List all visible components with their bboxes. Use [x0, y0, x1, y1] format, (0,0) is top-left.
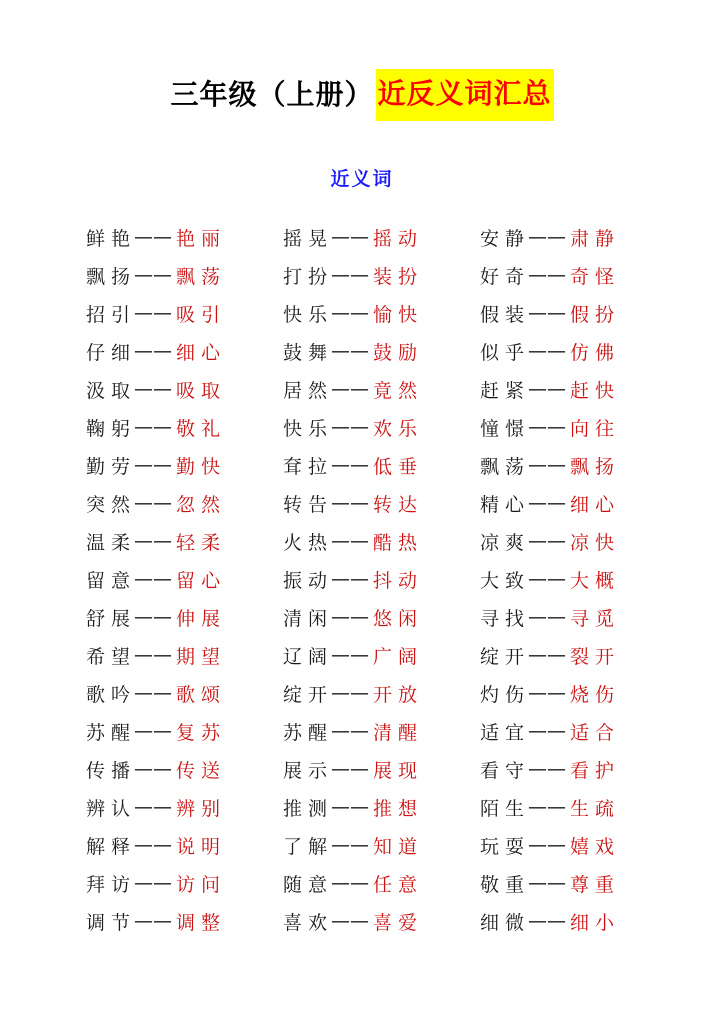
word: 传播 [86, 759, 137, 782]
separator-dash: —— [134, 226, 173, 248]
synonym-pair [480, 788, 677, 826]
word: 寻找 [480, 607, 531, 630]
separator-dash: —— [528, 416, 567, 438]
synonym-pair [283, 636, 480, 674]
synonym-pair [283, 218, 480, 256]
synonym-pair [480, 750, 677, 788]
word: 了解 [283, 835, 334, 858]
separator-dash: —— [331, 682, 370, 704]
word: 鲜艳 [86, 227, 137, 250]
separator-dash: —— [528, 682, 567, 704]
separator-dash: —— [331, 530, 370, 552]
synonym-pair [283, 522, 480, 560]
synonym-pair [86, 332, 283, 370]
synonym: 艳丽 [176, 227, 227, 250]
synonym-pair [86, 902, 283, 940]
synonym: 转达 [373, 493, 424, 516]
word: 憧憬 [480, 417, 531, 440]
word: 汲取 [86, 379, 137, 402]
word: 鼓舞 [283, 341, 334, 364]
separator-dash: —— [134, 302, 173, 324]
synonym-pair [283, 332, 480, 370]
synonym: 访问 [176, 873, 227, 896]
separator-dash: —— [134, 758, 173, 780]
word: 似乎 [480, 341, 531, 364]
synonym-pair [480, 598, 677, 636]
synonym-pair [86, 484, 283, 522]
synonym: 仿佛 [570, 341, 621, 364]
synonym: 伸展 [176, 607, 227, 630]
synonym-pair [283, 484, 480, 522]
synonym: 说明 [176, 835, 227, 858]
word: 敬重 [480, 873, 531, 896]
synonym-pair [86, 712, 283, 750]
word: 安静 [480, 227, 531, 250]
synonym-pair [480, 218, 677, 256]
word: 打扮 [283, 265, 334, 288]
separator-dash: —— [134, 568, 173, 590]
word: 假装 [480, 303, 531, 326]
synonym: 向往 [570, 417, 621, 440]
synonym: 摇动 [373, 227, 424, 250]
word: 快乐 [283, 417, 334, 440]
synonym-pair [480, 560, 677, 598]
synonym: 清醒 [373, 721, 424, 744]
word: 招引 [86, 303, 137, 326]
word: 细微 [480, 911, 531, 934]
word: 玩耍 [480, 835, 531, 858]
synonym-pair [86, 218, 283, 256]
separator-dash: —— [528, 454, 567, 476]
synonym: 肃静 [570, 227, 621, 250]
separator-dash: —— [528, 378, 567, 400]
synonym: 假扮 [570, 303, 621, 326]
separator-dash: —— [528, 644, 567, 666]
word: 苏醒 [86, 721, 137, 744]
synonym: 寻觅 [570, 607, 621, 630]
synonym: 赶快 [570, 379, 621, 402]
synonym-pair [480, 826, 677, 864]
synonym: 勤快 [176, 455, 227, 478]
synonym: 歌颂 [176, 683, 227, 706]
synonym-pair [86, 788, 283, 826]
separator-dash: —— [134, 454, 173, 476]
synonym-pair [86, 636, 283, 674]
separator-dash: —— [528, 568, 567, 590]
synonym: 愉快 [373, 303, 424, 326]
separator-dash: —— [134, 834, 173, 856]
synonym: 凉快 [570, 531, 621, 554]
word: 温柔 [86, 531, 137, 554]
synonym-pair [86, 826, 283, 864]
synonym: 抖动 [373, 569, 424, 592]
synonym: 尊重 [570, 873, 621, 896]
separator-dash: —— [331, 568, 370, 590]
synonym: 知道 [373, 835, 424, 858]
separator-dash: —— [331, 720, 370, 742]
synonym-pair [480, 446, 677, 484]
synonym-pair [86, 598, 283, 636]
word: 推测 [283, 797, 334, 820]
title-highlight: 近反义词汇总 [376, 69, 554, 121]
separator-dash: —— [331, 834, 370, 856]
word: 绽开 [283, 683, 334, 706]
separator-dash: —— [528, 834, 567, 856]
synonym-pair [283, 902, 480, 940]
word: 耷拉 [283, 455, 334, 478]
word: 歌吟 [86, 683, 137, 706]
synonym: 吸引 [176, 303, 227, 326]
separator-dash: —— [528, 340, 567, 362]
synonym: 低垂 [373, 455, 424, 478]
synonym-grid [86, 218, 677, 940]
synonym: 展现 [373, 759, 424, 782]
synonym: 调整 [176, 911, 227, 934]
separator-dash: —— [134, 872, 173, 894]
separator-dash: —— [528, 720, 567, 742]
separator-dash: —— [528, 264, 567, 286]
word: 清闲 [283, 607, 334, 630]
synonym: 嬉戏 [570, 835, 621, 858]
separator-dash: —— [528, 796, 567, 818]
separator-dash: —— [331, 758, 370, 780]
synonym: 飘荡 [176, 265, 227, 288]
synonym: 辨别 [176, 797, 227, 820]
separator-dash: —— [331, 872, 370, 894]
word: 喜欢 [283, 911, 334, 934]
separator-dash: —— [134, 796, 173, 818]
synonym-pair [86, 864, 283, 902]
word: 陌生 [480, 797, 531, 820]
synonym: 竟然 [373, 379, 424, 402]
word: 居然 [283, 379, 334, 402]
synonym-pair [283, 560, 480, 598]
synonym: 广阔 [373, 645, 424, 668]
separator-dash: —— [331, 454, 370, 476]
synonym: 鼓励 [373, 341, 424, 364]
separator-dash: —— [331, 492, 370, 514]
separator-dash: —— [134, 416, 173, 438]
synonym-pair [86, 294, 283, 332]
synonym-pair [86, 408, 283, 446]
word: 绽开 [480, 645, 531, 668]
separator-dash: —— [331, 302, 370, 324]
word: 拜访 [86, 873, 137, 896]
synonym-pair [283, 864, 480, 902]
separator-dash: —— [528, 758, 567, 780]
page-title [0, 73, 724, 117]
synonym: 欢乐 [373, 417, 424, 440]
word: 舒展 [86, 607, 137, 630]
word: 飘扬 [86, 265, 137, 288]
word: 摇晃 [283, 227, 334, 250]
separator-dash: —— [528, 872, 567, 894]
synonym-pair [283, 446, 480, 484]
word: 仔细 [86, 341, 137, 364]
synonym: 留心 [176, 569, 227, 592]
separator-dash: —— [331, 226, 370, 248]
synonym-pair [480, 370, 677, 408]
synonym: 细心 [176, 341, 227, 364]
synonym-pair [283, 712, 480, 750]
synonym: 任意 [373, 873, 424, 896]
synonym-pair [480, 902, 677, 940]
synonym: 传送 [176, 759, 227, 782]
synonym: 复苏 [176, 721, 227, 744]
separator-dash: —— [331, 910, 370, 932]
synonym: 期望 [176, 645, 227, 668]
synonym: 推想 [373, 797, 424, 820]
word: 勤劳 [86, 455, 137, 478]
word: 快乐 [283, 303, 334, 326]
synonym-pair [480, 408, 677, 446]
synonym: 轻柔 [176, 531, 227, 554]
word: 鞠躬 [86, 417, 137, 440]
separator-dash: —— [134, 340, 173, 362]
synonym-pair [283, 370, 480, 408]
synonym: 酷热 [373, 531, 424, 554]
synonym-pair [480, 674, 677, 712]
synonym-pair [480, 712, 677, 750]
word: 随意 [283, 873, 334, 896]
word: 赶紧 [480, 379, 531, 402]
synonym-pair [283, 674, 480, 712]
word: 适宜 [480, 721, 531, 744]
word: 火热 [283, 531, 334, 554]
synonym-pair [480, 636, 677, 674]
synonym: 敬礼 [176, 417, 227, 440]
separator-dash: —— [134, 606, 173, 628]
word: 看守 [480, 759, 531, 782]
word: 灼伤 [480, 683, 531, 706]
word: 辨认 [86, 797, 137, 820]
separator-dash: —— [134, 910, 173, 932]
synonym: 装扮 [373, 265, 424, 288]
synonym-pair [86, 522, 283, 560]
synonym-pair [86, 256, 283, 294]
word: 突然 [86, 493, 137, 516]
synonym-pair [86, 446, 283, 484]
separator-dash: —— [331, 416, 370, 438]
separator-dash: —— [134, 682, 173, 704]
synonym: 吸取 [176, 379, 227, 402]
synonym: 忽然 [176, 493, 227, 516]
synonym: 飘扬 [570, 455, 621, 478]
synonym-pair [86, 370, 283, 408]
word: 精心 [480, 493, 531, 516]
synonym: 生疏 [570, 797, 621, 820]
word: 辽阔 [283, 645, 334, 668]
synonym: 喜爱 [373, 911, 424, 934]
separator-dash: —— [134, 720, 173, 742]
separator-dash: —— [134, 264, 173, 286]
synonym-pair [86, 560, 283, 598]
synonym: 看护 [570, 759, 621, 782]
synonym-pair [283, 598, 480, 636]
word: 凉爽 [480, 531, 531, 554]
synonym: 悠闲 [373, 607, 424, 630]
word: 转告 [283, 493, 334, 516]
separator-dash: —— [528, 910, 567, 932]
word: 希望 [86, 645, 137, 668]
separator-dash: —— [528, 226, 567, 248]
synonym: 细小 [570, 911, 621, 934]
separator-dash: —— [134, 530, 173, 552]
separator-dash: —— [331, 340, 370, 362]
synonym-pair [283, 294, 480, 332]
synonym-pair [283, 750, 480, 788]
word: 解释 [86, 835, 137, 858]
separator-dash: —— [331, 796, 370, 818]
synonym-pair [480, 864, 677, 902]
word: 展示 [283, 759, 334, 782]
word: 振动 [283, 569, 334, 592]
title-main: 三年级（上册） [170, 78, 374, 111]
section-title-synonyms: 近义词 [330, 168, 394, 190]
synonym-pair [86, 750, 283, 788]
word: 大致 [480, 569, 531, 592]
synonym: 开放 [373, 683, 424, 706]
synonym-pair [86, 674, 283, 712]
synonym: 大概 [570, 569, 621, 592]
synonym-pair [283, 826, 480, 864]
separator-dash: —— [331, 378, 370, 400]
synonym-pair [283, 256, 480, 294]
synonym: 烧伤 [570, 683, 621, 706]
separator-dash: —— [528, 606, 567, 628]
synonym-pair [480, 294, 677, 332]
separator-dash: —— [331, 264, 370, 286]
synonym: 奇怪 [570, 265, 621, 288]
word: 调节 [86, 911, 137, 934]
synonym: 裂开 [570, 645, 621, 668]
synonym-pair [283, 408, 480, 446]
synonym-pair [480, 484, 677, 522]
separator-dash: —— [528, 302, 567, 324]
separator-dash: —— [134, 644, 173, 666]
separator-dash: —— [134, 492, 173, 514]
separator-dash: —— [331, 644, 370, 666]
separator-dash: —— [331, 606, 370, 628]
synonym: 适合 [570, 721, 621, 744]
word: 好奇 [480, 265, 531, 288]
synonym-pair [480, 332, 677, 370]
separator-dash: —— [528, 492, 567, 514]
synonym-pair [283, 788, 480, 826]
synonym-pair [480, 522, 677, 560]
separator-dash: —— [134, 378, 173, 400]
word: 飘荡 [480, 455, 531, 478]
separator-dash: —— [528, 530, 567, 552]
word: 苏醒 [283, 721, 334, 744]
synonym-pair [480, 256, 677, 294]
synonym: 细心 [570, 493, 621, 516]
word: 留意 [86, 569, 137, 592]
